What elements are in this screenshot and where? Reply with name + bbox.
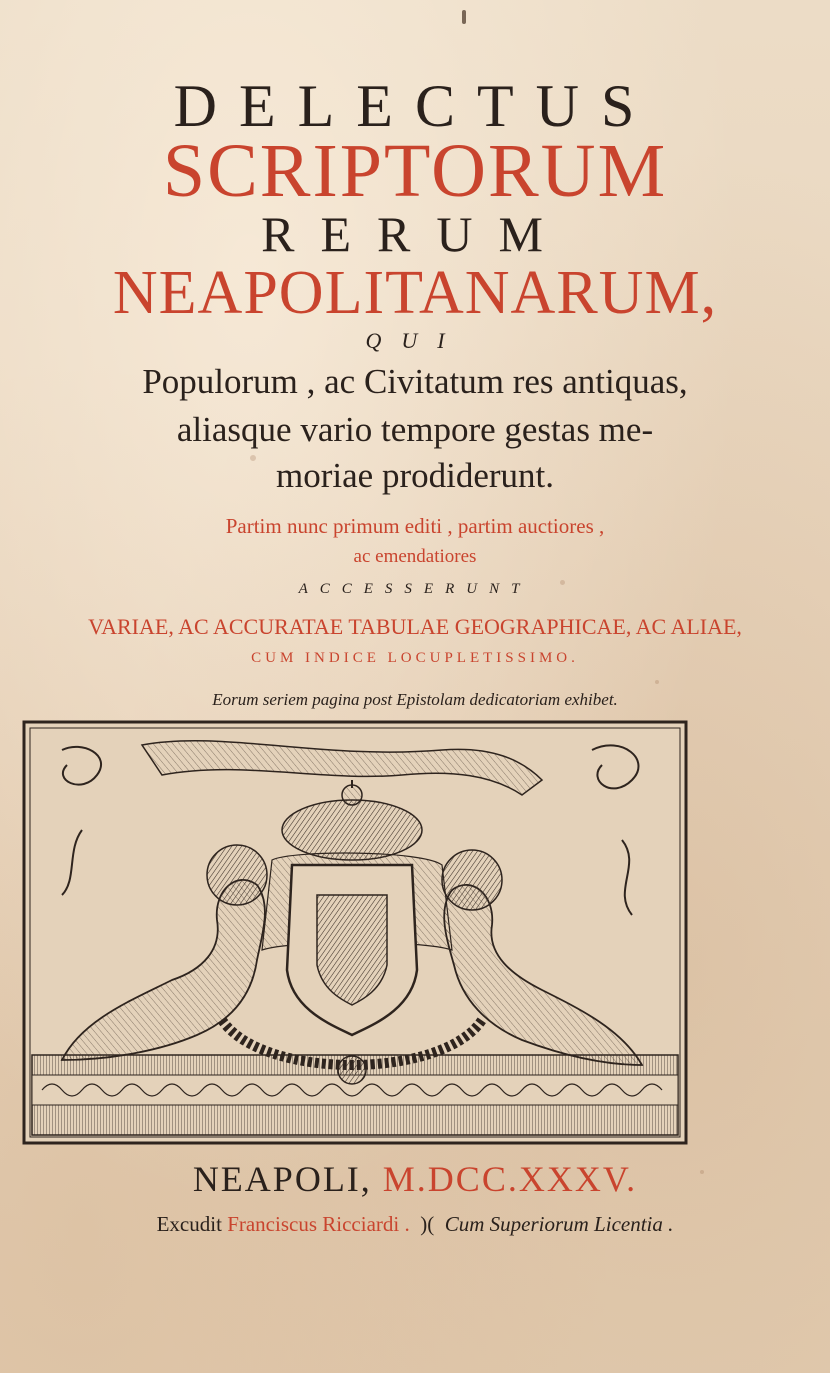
indice-line: CUM INDICE LOCUPLETISSIMO.	[251, 650, 579, 666]
title-neapolitanarum: NEAPOLITANARUM,	[112, 259, 718, 327]
printer-name: Franciscus Ricciardi .	[227, 1212, 410, 1236]
imprint-line	[0, 1158, 830, 1200]
accesserunt-heading: ACCESSERUNT	[298, 581, 532, 597]
ink-mark	[462, 10, 466, 24]
separator-mark: )(	[420, 1212, 435, 1236]
tabulae-line: VARIAE, AC ACCURATAE TABULAE GEOGRAPHICAE, AC ALIAE,	[88, 614, 742, 639]
edition-note-2: ac emendatiores	[353, 546, 477, 567]
imprint-year: M.DCC.XXXV.	[382, 1159, 638, 1199]
description-line-2: aliasque vario tempore gestas me-	[176, 410, 654, 449]
engraved-vignette	[22, 720, 688, 1145]
title-delectus: DELECTUS	[173, 73, 657, 139]
printer-line	[0, 1212, 830, 1237]
excudit-label: Excudit	[156, 1212, 222, 1236]
title-rerum: RERUM	[261, 206, 569, 262]
licentia-note: Cum Superiorum Licentia .	[444, 1212, 674, 1236]
seriem-note: Eorum seriem pagina post Epistolam dedicatoriam exhibet.	[212, 690, 618, 709]
title-qui: QUI	[365, 328, 465, 353]
description-line-3: moriae prodiderunt.	[276, 456, 554, 495]
description-line-1: Populorum , ac Civitatum res antiquas,	[142, 362, 688, 401]
edition-note-1: Partim nunc primum editi , partim auctiores ,	[225, 514, 605, 538]
imprint-city: NEAPOLI,	[192, 1159, 372, 1199]
title-scriptorum: SCRIPTORUM	[162, 129, 668, 213]
foxing-spot	[655, 680, 659, 684]
